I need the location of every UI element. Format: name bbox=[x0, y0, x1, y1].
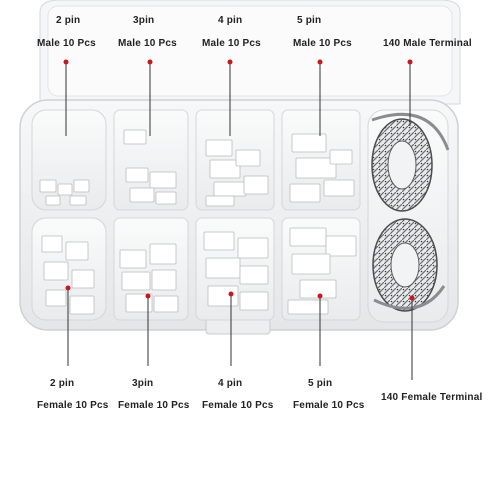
top-label-5pin-desc: Male 10 Pcs bbox=[293, 38, 352, 49]
bottom-label-3pin-count: 3pin bbox=[132, 378, 154, 389]
top-label-3pin-count: 3pin bbox=[133, 15, 155, 26]
bottom-label-3pin-desc: Female 10 Pcs bbox=[118, 400, 190, 411]
top-label-5pin-count: 5 pin bbox=[297, 15, 322, 26]
top-label-terminal-desc: 140 Male Terminal bbox=[383, 38, 472, 49]
top-label-4pin-count: 4 pin bbox=[218, 15, 243, 26]
top-label-4pin-desc: Male 10 Pcs bbox=[202, 38, 261, 49]
bottom-label-4pin-count: 4 pin bbox=[218, 378, 243, 389]
bottom-label-5pin-desc: Female 10 Pcs bbox=[293, 400, 365, 411]
bottom-label-5pin-count: 5 pin bbox=[308, 378, 333, 389]
bottom-label-terminal-desc: 140 Female Terminal bbox=[381, 392, 483, 403]
top-label-3pin-desc: Male 10 Pcs bbox=[118, 38, 177, 49]
box-lid bbox=[40, 0, 460, 104]
bottom-label-4pin-desc: Female 10 Pcs bbox=[202, 400, 274, 411]
top-label-2pin-desc: Male 10 Pcs bbox=[37, 38, 96, 49]
top-label-2pin-count: 2 pin bbox=[56, 15, 81, 26]
bottom-label-2pin-desc: Female 10 Pcs bbox=[37, 400, 109, 411]
bottom-label-2pin-count: 2 pin bbox=[50, 378, 75, 389]
